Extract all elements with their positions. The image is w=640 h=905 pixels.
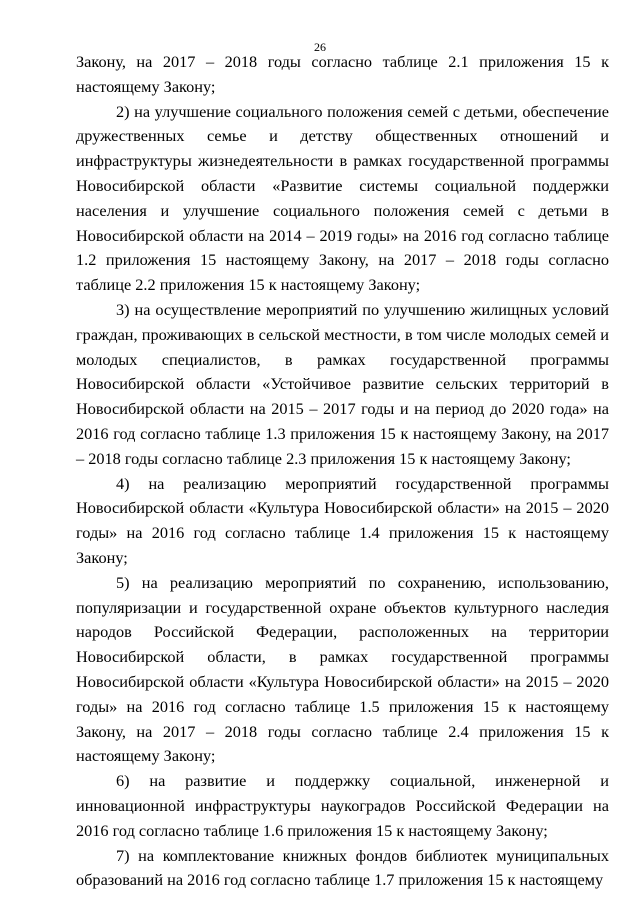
document-body [76,50,609,893]
paragraph-item-4: 4) на реализацию мероприятий государственной программы Новосибирской области «Культура Новосибирской области» на 2015 – 2020 годы» на 2016 год согласно таблице 1.4 приложения 15 к настоящему Закону; [76,473,609,567]
paragraph-continuation: Закону, на 2017 – 2018 годы согласно таблице 2.1 приложения 15 к настоящему Закону; [76,52,609,96]
page-number: 26 [314,40,326,54]
paragraph-item-3: 3) на осуществление мероприятий по улучшению жилищных условий граждан, проживающих в сельской местности, в том числе молодых семей и молодых специалистов, в рамках государственной программы Новосибирской области «Устойчивое развитие сельских территорий в Новосибирской области на 2015 – 2017 годы и на период до 2020 года» на 2016 год согласно таблице 1.3 приложения 15 к настоящему Закону, на 2017 – 2018 годы согласно таблице 2.3 приложения 15 к настоящему Закону; [76,299,609,468]
paragraph-item-7: 7) на комплектование книжных фондов библиотек муниципальных образований на 2016 год согласно таблице 1.7 приложения 15 к настоящему [76,845,609,890]
paragraph-item-2: 2) на улучшение социального положения семей с детьми, обеспечение дружественных семье и детству общественных отношений и инфраструктуры жизнедеятельности в рамках государственной программы Новосибирской области «Развитие системы социальной поддержки населения и улучшение социального положения семей с детьми в Новосибирской области на 2014 – 2019 годы» на 2016 год согласно таблице 1.2 приложения 15 настоящему Закону, на 2017 – 2018 годы согласно таблице 2.2 приложения 15 к настоящему Закону; [76,101,609,295]
paragraph-item-6: 6) на развитие и поддержку социальной, инженерной и инновационной инфраструктуры наукоградов Российской Федерации на 2016 год согласно таблице 1.6 приложения 15 к настоящему Закону; [76,771,609,840]
paragraph-item-5: 5) на реализацию мероприятий по сохранению, использованию, популяризации и государственной охране объектов культурного наследия народов Российской Федерации, расположенных на территории Новосибирской области, в рамках государственной программы Новосибирской области «Культура Новосибирской области» на 2015 – 2020 годы» на 2016 год согласно таблице 1.5 приложения 15 к настоящему Закону, на 2017 – 2018 годы согласно таблице 2.4 приложения 15 к настоящему Закону; [76,572,609,766]
